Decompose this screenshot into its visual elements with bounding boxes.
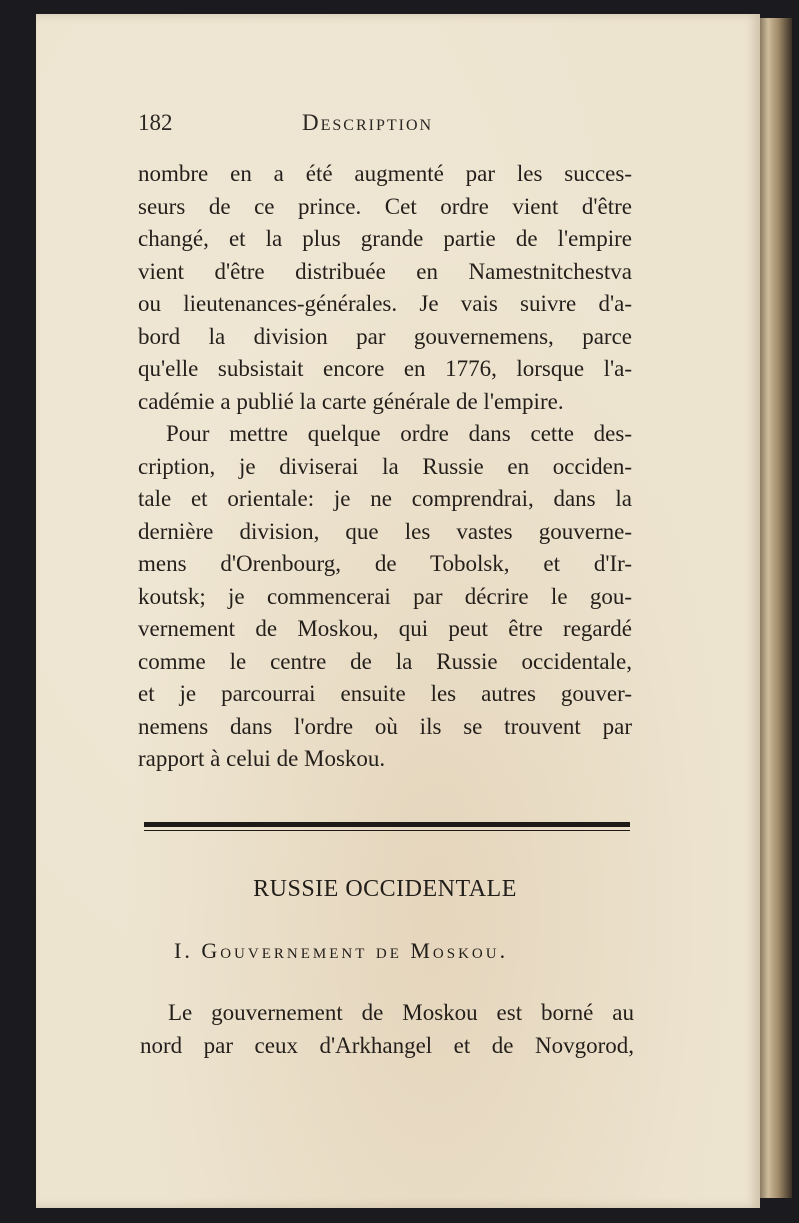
text-line: changé, et la plus grande partie de l'empire bbox=[138, 226, 632, 251]
section-divider-thick bbox=[144, 822, 630, 827]
text-line: dernière division, que les vastes gouverne- bbox=[138, 518, 632, 544]
section-title: RUSSIE OCCIDENTALE bbox=[253, 876, 517, 902]
text-line: et je parcourrai ensuite les autres gouver- bbox=[138, 681, 632, 706]
paragraph-1 bbox=[138, 158, 632, 418]
adjacent-page-edge bbox=[758, 18, 792, 1198]
section-text bbox=[140, 997, 634, 1062]
text-line: tale et orientale: je ne comprendrai, dans la bbox=[138, 486, 632, 511]
text-line: qu'elle subsistait encore en 1776, lorsque l'a- bbox=[138, 356, 632, 381]
text-line: cription, je diviserai la Russie en occiden- bbox=[138, 453, 632, 479]
text-line: bord la division par gouvernemens, parce bbox=[138, 323, 632, 349]
text-line: nord par ceux d'Arkhangel et de Novgorod, bbox=[140, 1032, 634, 1058]
text-line: comme le centre de la Russie occidentale, bbox=[138, 648, 632, 674]
text-line: ou lieutenances-générales. Je vais suivre d'a- bbox=[138, 291, 632, 316]
text-line: seurs de ce prince. Cet ordre vient d'être bbox=[138, 193, 632, 219]
text-line: Le gouvernement de Moskou est borné au bbox=[168, 1000, 634, 1025]
subsection-title: I. Gouvernement de Moskou. bbox=[174, 938, 509, 963]
text-line: koutsk; je commencerai par décrire le gou- bbox=[138, 583, 632, 609]
paragraph-2 bbox=[138, 418, 632, 776]
text-line: nombre en a été augmenté par les succes- bbox=[138, 161, 632, 186]
page-number: 182 bbox=[138, 110, 173, 135]
text-line: nemens dans l'ordre où ils se trouvent par bbox=[138, 713, 632, 739]
text-line: rapport à celui de Moskou. bbox=[138, 746, 386, 771]
text-line: Pour mettre quelque ordre dans cette des- bbox=[166, 421, 632, 446]
text-line: vernement de Moskou, qui peut être regardé bbox=[138, 616, 632, 641]
paragraph-3 bbox=[140, 997, 634, 1062]
running-head: Description bbox=[302, 110, 434, 135]
text-line: mens d'Orenbourg, de Tobolsk, et d'Ir- bbox=[138, 551, 632, 576]
main-text bbox=[138, 158, 632, 776]
text-line: cadémie a publié la carte générale de l'empire. bbox=[138, 388, 564, 414]
section-divider-thin bbox=[144, 830, 630, 831]
text-line: vient d'être distribuée en Namestnitchestva bbox=[138, 258, 632, 284]
page-header bbox=[138, 110, 618, 140]
